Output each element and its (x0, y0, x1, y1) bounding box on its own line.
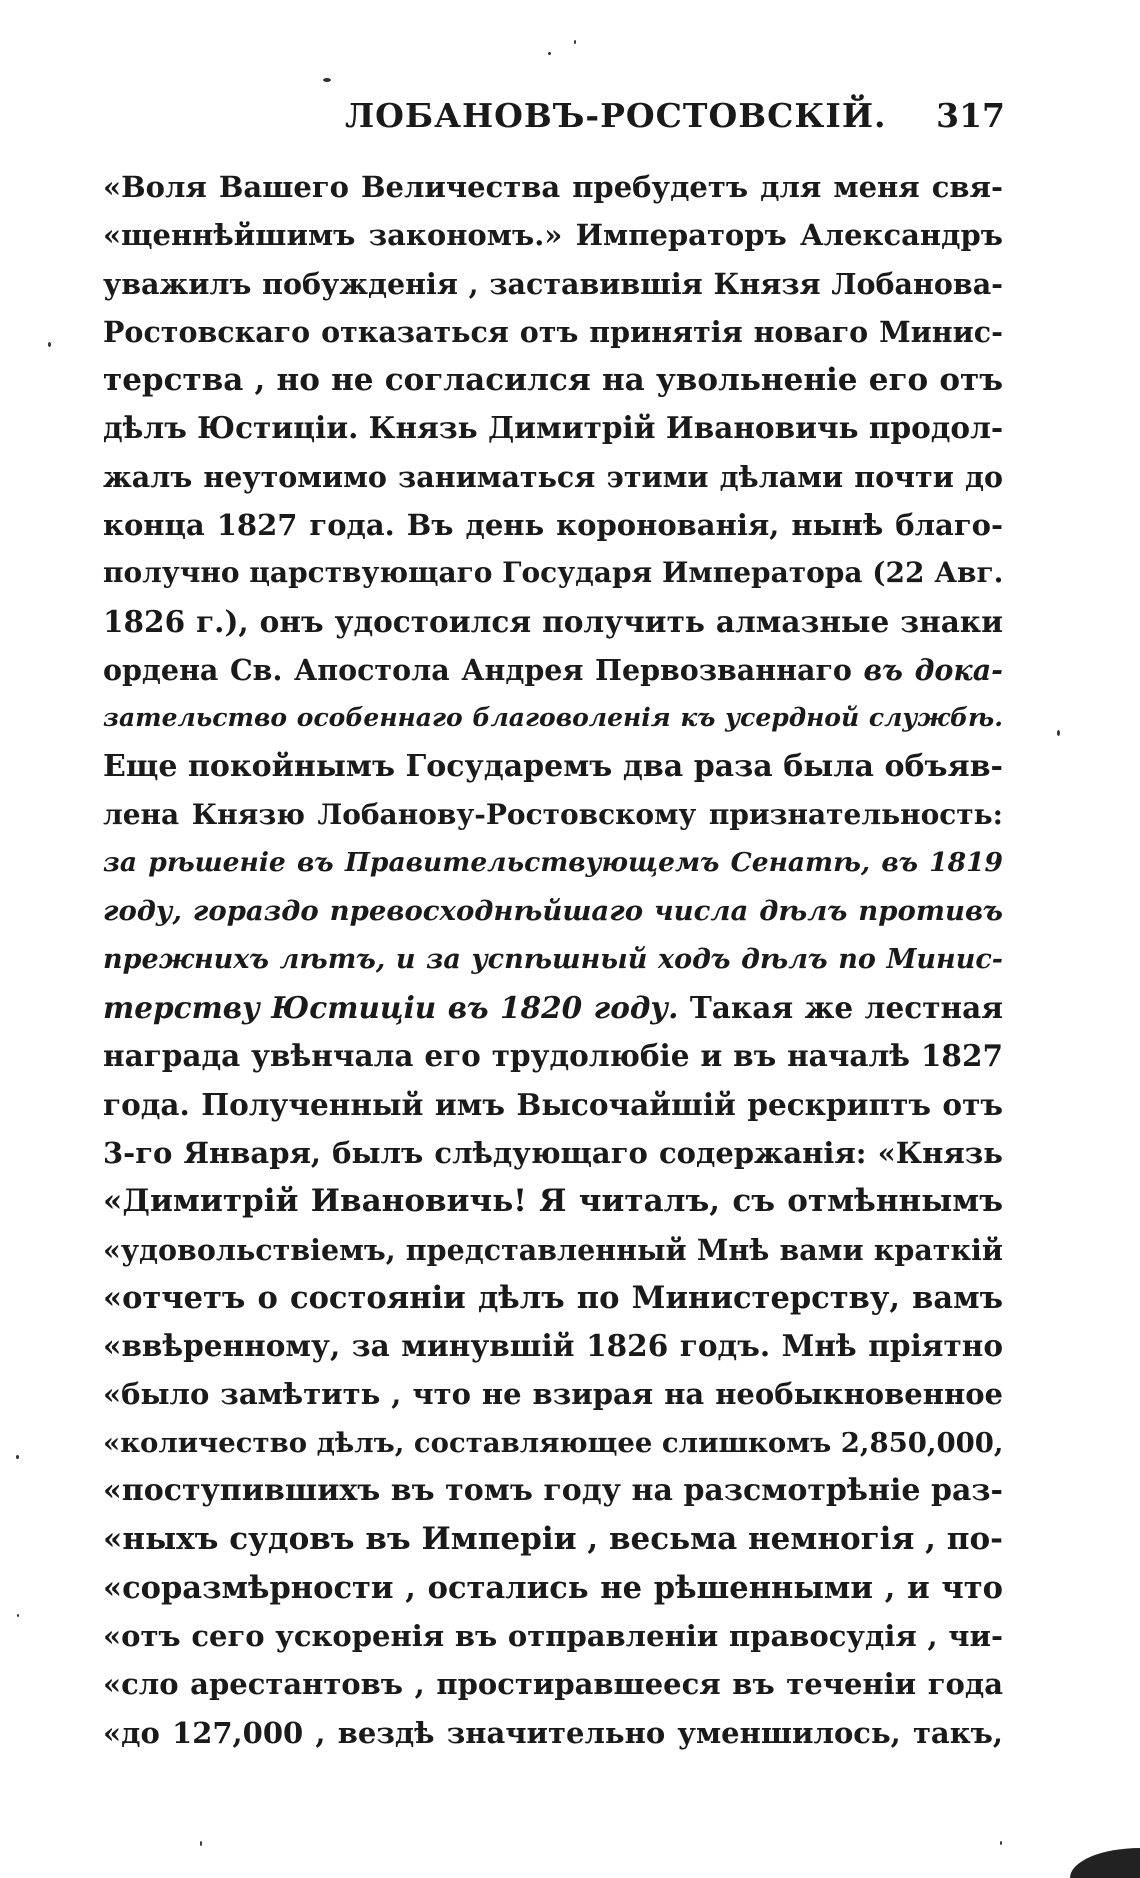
text-line (103, 1564, 1003, 1612)
text-line (103, 1226, 1003, 1274)
text-line (103, 598, 1003, 646)
text-segment: терства , но не согласился на увольненіе его отъ (103, 362, 1003, 399)
italic-text-segment: году, гораздо превосходнѣйшаго числа дѣлъ противъ (103, 895, 1003, 928)
text-segment: получно царствующаго Государя Императора (22 Авг. (103, 556, 1003, 590)
scan-speck (323, 78, 331, 82)
text-segment: жалъ неутомимо заниматься этими дѣлами почти до (103, 459, 1003, 494)
text-segment: «ввѣренному, за минувшій 1826 годъ. Мнѣ пріятно (103, 1328, 1003, 1364)
text-line (103, 1419, 1003, 1467)
page-header (345, 96, 1005, 146)
text-segment: уважилъ побужденія , заставившія Князя Лобанова- (103, 266, 1003, 301)
scan-speck (574, 40, 576, 44)
text-line (103, 1177, 1003, 1225)
page-number: 317 (936, 96, 1005, 135)
scan-corner-mark (1070, 1848, 1140, 1878)
scan-speck (548, 52, 551, 55)
scan-speck (17, 1614, 19, 1617)
text-line (103, 1274, 1003, 1322)
text-line (103, 887, 1003, 935)
text-segment: года. Полученный имъ Высочайшій рескриптъ отъ (103, 1086, 1003, 1122)
scan-speck (48, 342, 51, 347)
text-line (103, 1032, 1003, 1080)
text-line (103, 936, 1003, 984)
text-segment: Еще покойнымъ Государемъ два раза была объяв- (103, 748, 1003, 784)
text-line (103, 356, 1003, 404)
italic-text-segment: терству Юстиціи въ 1820 году. (103, 990, 679, 1026)
text-segment: конца 1827 года. Въ день коронованія, нынѣ благо- (103, 508, 1003, 543)
text-segment: «было замѣтить , что не взирая на необыкновенное (103, 1377, 1003, 1412)
text-line (103, 743, 1003, 791)
text-line (103, 839, 1003, 887)
text-line (103, 404, 1003, 452)
text-segment: лена Князю Лобанову-Ростовскому признательность: (103, 797, 1003, 831)
text-line (103, 1515, 1003, 1563)
text-segment: Ростовскаго отказаться отъ принятія новаго Минис- (103, 314, 1003, 349)
text-segment: 3-го Января, былъ слѣдующаго содержанія: «Князь (103, 1135, 1003, 1170)
text-segment: «до 127,000 , вездѣ значительно уменшилось, такъ, (103, 1715, 1003, 1750)
text-segment: Такая же лестная (678, 990, 1003, 1026)
italic-text-segment: прежнихъ лѣтъ, и за успѣшный ходъ дѣлъ по Минис- (103, 943, 1003, 975)
scan-speck (200, 1841, 202, 1846)
text-line (103, 984, 1003, 1032)
text-segment: «удовольствіемъ, представленный Мнѣ вами краткій (103, 1232, 1003, 1267)
text-segment: «отъ сего ускоренія въ отправленіи правосудія , чи- (103, 1618, 1003, 1653)
italic-text-segment: за рѣшеніе въ Правительствующемъ Сенатѣ, въ 1819 (103, 847, 1003, 879)
text-line (103, 1467, 1003, 1515)
text-line (103, 260, 1003, 308)
text-segment: 1826 г.), онъ удостоился получить алмазные знаки (103, 603, 1003, 639)
text-line (103, 453, 1003, 501)
text-line (103, 1322, 1003, 1370)
text-line (103, 1612, 1003, 1660)
text-segment: «поступившихъ въ томъ году на разсмотрѣніе раз- (103, 1473, 1003, 1509)
scan-speck (1000, 1841, 1002, 1845)
text-segment: «Димитрій Ивановичь! Я читалъ, съ отмѣннымъ (103, 1183, 1003, 1220)
scan-speck (1057, 730, 1060, 736)
text-segment: «соразмѣрности , остались не рѣшенными , и что (103, 1569, 1003, 1606)
text-line (103, 308, 1003, 356)
italic-text-segment: въ дока- (863, 652, 1003, 687)
text-line (103, 501, 1003, 549)
text-segment: «Воля Вашего Величества пребудетъ для меня свя- (103, 170, 1003, 204)
text-segment: «щеннѣйшимъ закономъ.» Императоръ Александръ (103, 218, 1003, 253)
text-segment: «сло арестантовъ , простиравшееся въ теченіи года (103, 1667, 1003, 1702)
text-segment: «ныхъ судовъ въ Имперіи , весьма немногія , по- (103, 1521, 1003, 1558)
text-segment: «отчетъ о состояніи дѣлъ по Министерству, вамъ (103, 1279, 1003, 1316)
text-line (103, 549, 1003, 597)
italic-text-segment: зательство особеннаго благоволенія къ усердной службѣ. (103, 703, 1003, 733)
text-line (103, 1081, 1003, 1129)
text-segment: дѣлъ Юстиціи. Князь Димитрій Ивановичь продол- (103, 410, 1003, 446)
body-text (103, 163, 1003, 1757)
text-line (103, 646, 1003, 694)
text-line (103, 1129, 1003, 1177)
running-title: ЛОБАНОВЪ-РОСТОВСКІЙ. (345, 96, 887, 135)
text-line (103, 694, 1003, 742)
text-line (103, 1709, 1003, 1757)
text-segment: награда увѣнчала его трудолюбіе и въ началѣ 1827 (103, 1038, 1003, 1074)
text-line (103, 211, 1003, 259)
text-line (103, 1370, 1003, 1418)
text-segment: «количество дѣлъ, составляющее слишкомъ 2,850,000, (103, 1426, 1003, 1459)
text-segment: ордена Св. Апостола Андрея Первозваннаго (103, 652, 864, 687)
text-line (103, 791, 1003, 839)
text-line (103, 1660, 1003, 1708)
text-line (103, 163, 1003, 211)
scan-speck (16, 1455, 19, 1459)
